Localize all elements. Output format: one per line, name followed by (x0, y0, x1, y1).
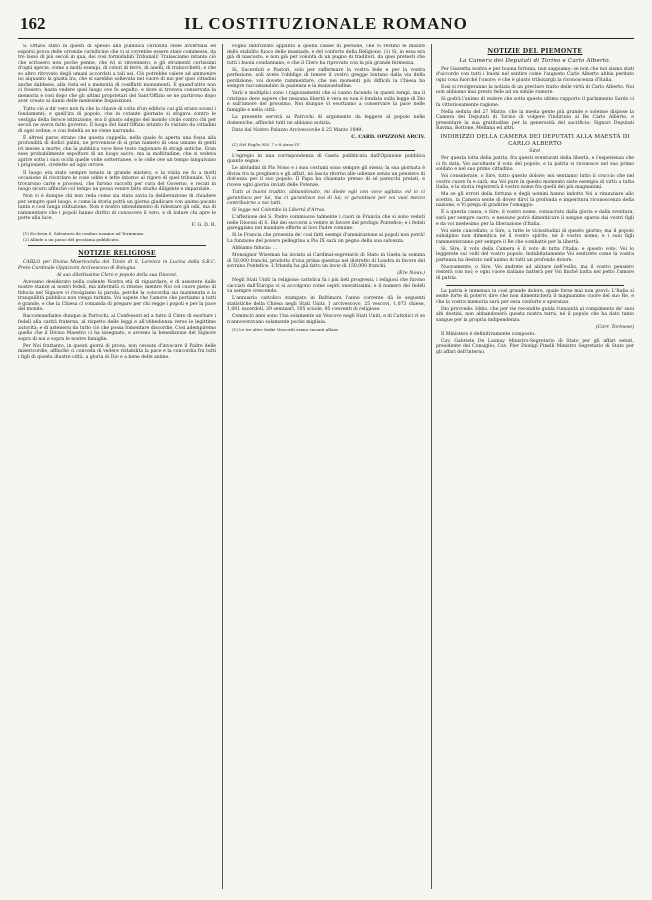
paragraph: Raccomandiamo dunque ai Parrochi, ai Confessori ed a tutto il Clero di esortare i fedeli alla carità fraterna, al rispetto delle leggi e all'obbedienza verso le legittime autorità; e di astenersi da tutto ciò che possa fomentare discordie. Così adempiremo quello che il Divino Maestro ci ha insegnato, e avremo la benedizione del Signore sopra di noi e sopra le nostre famiglie. (18, 314, 216, 342)
paragraph: L'egregio in una corrispondenza di Gaeta pubblicata dall'Opinione pubblica quanto segue: (227, 153, 425, 165)
column-2 (227, 44, 425, 889)
column-1 (18, 44, 216, 889)
section-rule (237, 150, 415, 151)
signature: F. G. D. R. (191, 223, 216, 229)
paragraph: L'affezione del S. Padre commuove talmente i cuori in Francia che si sono veduti nelle Diocesi di S. Dié dei soccorsi a venire in favore del profugo Pontefice; e i fedeli gareggiano nel mandare offerte al loro Padre comune. (227, 215, 425, 232)
paragraph: Per questa lotta della patria, fra questi sventurati della libertà, e l'esperienza che ci fu data, Voi ascoltaste il voto del popolo, e la patria si riconosce nel suo primo soldato e nel suo primo cittadino. (436, 156, 634, 173)
address-heading: INDIRIZZO DELLA CAMERA DEI DEPUTATI ALLA MAESTÀ DI CARLO ALBERTO (440, 133, 630, 147)
column-divider (431, 44, 432, 889)
section-rule (28, 245, 206, 246)
section-heading: NOTIZIE DEL PIEMONTE (487, 48, 583, 55)
paragraph: Voi siete cancellato, o Sire, a tutte le vicissitudini di questo giorno; ma il popolo subalpino non dimentica né il vostro spirito, né il vostro nome; e i suoi figli rammenteranno per sempre il Re che combattè per la libertà. (436, 228, 634, 245)
paragraph: La presente servirà ai Parrochi di argomento da leggere al popolo nelle domeniche, affinché tutti ne abbiano notizia. (227, 115, 425, 126)
column-3 (436, 44, 634, 889)
footnote: (2) Allude a un passo del proclama pubblicato. (23, 237, 120, 242)
paragraph: Le abitudini di Pio Nono e i suoi costumi sono sempre gli stessi; la sua giornata è divisa tra la preghiera e gli affari, né lascia ritorno alle udienze senza un pensiero di dolcezza per il suo popolo. Il Papa ha chiamato presso di sé parecchi prelati, e riceve ogni giorno inviati delle Potenze. (227, 166, 425, 188)
paragraph: Si le Francia che presenta de' così fatti esempi d'ammirazione ai popoli non potrà! La funzione del povero pellegrino a Pio IX sarà un pegno della sua salvezza. (227, 233, 425, 244)
dateline: Data dal Nostro Palazzo Arcivescovile li 25 Marzo 1849. (232, 127, 363, 133)
footnote: (1) Le tre altre Sedie Vescovili erano vacanti allora. (232, 327, 340, 333)
paragraph: Il Ministero è definitivamente composto: (441, 331, 536, 337)
pastoral-subheading: Al suo dilettissimo Clero e popolo della sua Diocesi. (56, 272, 178, 278)
paragraph: Voi considerate, o Sire, tutto questo dolore; noi sentiamo tutto il cruccio che nel vostro cuore fu e sarà; ma Voi pure in questo momento siete esempio di virtù a tutta Italia, e la storia registrerà il vostro nome fra quelli dei più magnanimi. (436, 174, 634, 191)
section-rule (446, 285, 624, 286)
footnote: (1) Nel Foglio NN. 7 e 8 Anno IV. (232, 141, 300, 147)
paragraph: Dio provvede: Iddio, che per vie recondite guida l'umanità al compimento de' suoi alti destini, non abbandonerà questa nostra terra, né il popolo che ha dato tanto sangue per la propria indipendenza. (436, 306, 634, 323)
paragraph: Si, Sire, il voto della Camera è il voto di tutta l'Italia; e questo voto, Voi lo leggerete sui volti del vostro popolo. Indubitatamente Voi sentirete come la vostra partenza ha destato nell'animo di tutti un profondo dolore. (436, 246, 634, 263)
paragraph: Ma se gli errori della fortuna e degli uomini hanno indotto Voi a rinunziare allo scettro, la Camera sente di dover dirvi la profonda e imperitura riconoscenza della nazione, e Vi prega di gradirne l'omaggio. (436, 192, 634, 209)
paragraph: Avevamo desiderato nella cadente Nostra età di riguardare, e di assistere dalle nostre stanze ai nostri fedeli, ma infermità ci ritiene; mentre Noi col cuore pieno di fiducia nel Signore vi rivolgiamo la parola, perché la concordia sia mantenuta e la tranquillità pubblica non venga turbata. Voi sapete che l'amore che portiamo a tutti è grande, e che la Chiesa ci comanda di pregare per chi regge i popoli e per la pace del mondo. (18, 279, 216, 313)
paragraph: Varii e moltiplici sono i ragionamenti che si vanno facendo in questi tempi, ma il cristiano deve sapere che nessuna libertà è vera se non è fondata sulla legge di Dio e sull'amore del prossimo. Noi dunque vi esortiamo a conservare la pace nelle famiglie e nella città. (227, 91, 425, 114)
paragraph: Il luogo era stato sempre tenuto in grande mistero, e la visita ne fu a molti occasione di ricordare le cose udite e lette intorno al rigore di quel tribunale. Vi si trovarono carte e processi, che furono raccolti per cura del Governo, e recati in luogo sicuro affinché col tempo ne possa venire fatto studio diligente e imparziale. (18, 170, 216, 193)
source-credit: (Corr. Torinese) (595, 324, 634, 330)
page-number: 162 (20, 14, 46, 33)
section-heading: NOTIZIE RELIGIOSE (78, 250, 156, 257)
paragraph: Abbiamo fiducia: … (232, 245, 278, 251)
paragraph: Essi si rivolgeranno la notizia di un preclaro tratto delle virtù di Carlo Alberto. Noi non abbiamo mai presto fede ad un simile rumore. (436, 84, 634, 96)
source-credit: (Ere Nouv.) (397, 271, 425, 277)
paragraph: Foglio indirizzato appunto a quella classe di persone, che vi restino le misure dello stabilito fuoco delle masnade, e del conforto della Religione. (1) Si, in essa era già di nascosto, e non già per volontà di un pugno di traditori, da quei pretesti che tutti i buoni condannano, e che il Clero ha riprovato con la più grande fermezza. (227, 44, 425, 66)
pastoral-heading: CARLO per Divina Misericordia del Titolo di S. Lorenzo in Lucina della S.R.C. Prete Cardinale Oppizzoni Arcivescovo di Bologna. (18, 260, 216, 271)
signature: C. CARD. OPIZZONI ARCIV. (351, 133, 425, 140)
paragraph: L'annuario cattolico stampato in Baltimora l'anno corrente dà le seguenti statistiche della Chiesa negli Stati Uniti: 1 arcivescovo, 25 vescovi, 1,073 chiese, 1,081 sacerdoti, 29 seminari, 105 scuole, 95 conventi di religiose. (227, 296, 425, 313)
quotation: Tutti ai buoni tradito, abbandonato, mi diede egli con voce agitata: ed io ci garantisco per lui, ma ci garantisce noi di lui; ci garantisce per voi vuoi mezzo contribuirne a noi tutti. (227, 190, 425, 207)
salutation: Sire! (529, 149, 541, 155)
paragraph: Cav. Gabriele De Launay Ministro-Segretario di Stato per gli affari esteri, presidente del Consiglio; Cav. Pier Dionigi Pinelli Ministro Segretario di Stato per gli affari dell'interno. (436, 338, 634, 356)
paragraph: Si legge nel Colombo la Libertà d'Arras. (232, 208, 326, 214)
masthead (18, 10, 634, 39)
newspaper-title: IL COSTITUZIONALE ROMANO (184, 14, 468, 33)
paragraph: Per Gazzetta nostra e per buona fortuna, non sappiamo; se non che noi siamo stati d'accordo con tutti i buoni nel sentire come l'augusto Carlo Alberto abbia perduto ogni cosa fuorché l'onore; e che è giusto tributargli la riconoscenza d'Italia. (436, 66, 634, 83)
paragraph: Nuovamente, o Sire, Voi andrete ad abitare nell'esilio, ma il vostro pensiero resterà con noi; e ogni cuore italiano batterà per Voi finché batta nel petto l'amore di patria. (436, 264, 634, 281)
article-heading: La Camera dei Deputati di Torino e Carlo Alberto. (459, 58, 611, 64)
paragraph: Si godrà l'animo di vedere che sotto questo ultimo rapporto il parlamento Sardo ci fa vittoriosamente ragione. (436, 97, 634, 108)
paragraph: Negli Stati Uniti la religione cattolica fa i più lieti progressi, i religiosi che furono cacciati dall'Europa vi si accolgono come ospiti onoratissimi; e il numero dei fedeli va sempre crescendo. (227, 278, 425, 295)
paragraph: Non vi è dunque chi non veda come sia stata savia la deliberazione di chiudere per sempre quel luogo, e come la storia potrà un giorno giudicare con animo pacato tanta e così lunga istituzione. Non è nostro intendimento di ridestare gli odii, ma di rammentare che i popoli hanno diritto di conoscere il vero, e di lodare chi apre le porte alla luce. (18, 194, 216, 222)
paragraph: È altresì parso strano che questa cappella, nella quale fu aperta una fossa alla profondità di dodici palmi, ne provenisse di sì gran numero di ossa umane di genti ivi messe a morte, che la pubblica voce fece tosto ragionare di stragi antiche. Eran esse probabilmente sepolture di un luogo sacro, ma la moltitudine, che si vedeva aprire sotto i suoi occhi quelle volte sotterranee, e le celle ove un tempo languivano i prigionieri, credette ad ogni orrore. (18, 135, 216, 169)
paragraph: Cominciò anni sono Una solamente un Vescovo negli Stati Uniti, e di Cattolici vi se n'annoveravano solamente poche migliaia. (227, 314, 425, 326)
paragraph: È a questa causa, o Sire, il vostro nome, consacrato dalla gloria e dalla sventura, sarà per sempre sacro, e nessuno potrà dimenticare il sangue sparso dai vostri figli e da voi medesimo per la liberazione d'Italia. (436, 210, 634, 227)
paragraph: Si, Sacerdoti e Pastori, solo per raffermare la vostra fede e per la vostra perfezione, soli avete l'obbligo di tenere il vostro gregge lontano dalla via della perdizione; voi dovete rammentare, che nei momenti più difficili la Chiesa ha sempre raccomandato la pazienza e la mansuetudine. (227, 67, 425, 90)
paragraph: S. Offizio stato in questi di spesso alla pubblica curiosità onde avvertiusi ed esporsi prova delle orrende carnificine che vi si vorrebbe essere state commesse, da tre lasso di più secoli in qua, dei così formidabili Tribunali! Tralasciamo intanto ciò che scrissero non poche penne, che ivi si rinvennero, e gli strumenti certissimi d'ogni specie, come a molti esempi, di colori di ferro, di anelli, di trabocchetti, e che so altro ritrovato degli umani accordati a tali usi. Ciò potrebbe valere ad ammonire no alquanto la giusta ira, che si sarebbe sollevata nel cuore di noi per quei cittadini anche dabbene, alla vista ed a memoria di cosiffatti monumenti. E quand'altro non ci fossero, basta vedere quel luogo ove fu sepolto, e dove si trovava conservata la memoria e così dopo che gli ultimi proprietari del Sant'Offizio se ne partirono dopo aver creato ai danni delle medesime Inquisizioni. (18, 44, 216, 105)
paragraph: Per Noi frattanto, in questi giorni di prova, non cessate d'invocare il Padre delle misericordie, affinché ci conceda di vedere ristabilita la pace e la concordia fra tutti i figli di questa illustre città, a gloria di Dio e a bene delle anime. (18, 343, 216, 360)
paragraph: Monsignor Wiseman ha inviato al Cardinal-segretario di Stato in Gaeta la somma di 50,000 franchi, prodotto d'una prima questua nel distretto di Londra in favore del sovrano Pontefice. L'Irlanda ha già fatto un invio di 150,000 franchi. (227, 253, 425, 270)
newspaper-page (18, 10, 634, 892)
paragraph: La patria è immensa in così grande dolore, quale forse mai non provò. L'Italia si sente forte di potervi dire che non dimenticherà il magnanimo cuore del suo Re, e che la vostra memoria sarà per essa conforto e speranza. (436, 288, 634, 305)
paragraph: Nella seduta del 27 Marzo, che la mesta gente più grande e solenne dispose la Camera dei Deputati di Torino di volgere l'indirizzo al Re Carlo Alberto, e presentare la sua gratitudine per la generosità del sacrificio: Signori Deputati Ravina, Bottone, Mellana ed altri. (436, 109, 634, 132)
column-divider (222, 44, 223, 889)
footnote: (1) Ecclesia S. Salvatoris de ossibus nomine ad Terminum. (23, 230, 145, 236)
paragraph: Tutto ciò a dir vero non fu che la chiave di volta d'un edificio cui già erano scossi i fondamenti; e quell'ira di popolo, che in cotante giornate si sfogava contro le vestigia della feroce istituzione, era il giusto sdegno del mondo civile contro chi per secoli ne aveva fatto governo. Il luogo del Sant'Offizio intanto fu visitato da cittadini di ogni ordine, e con fedeltà se ne viene narrando. (18, 106, 216, 134)
